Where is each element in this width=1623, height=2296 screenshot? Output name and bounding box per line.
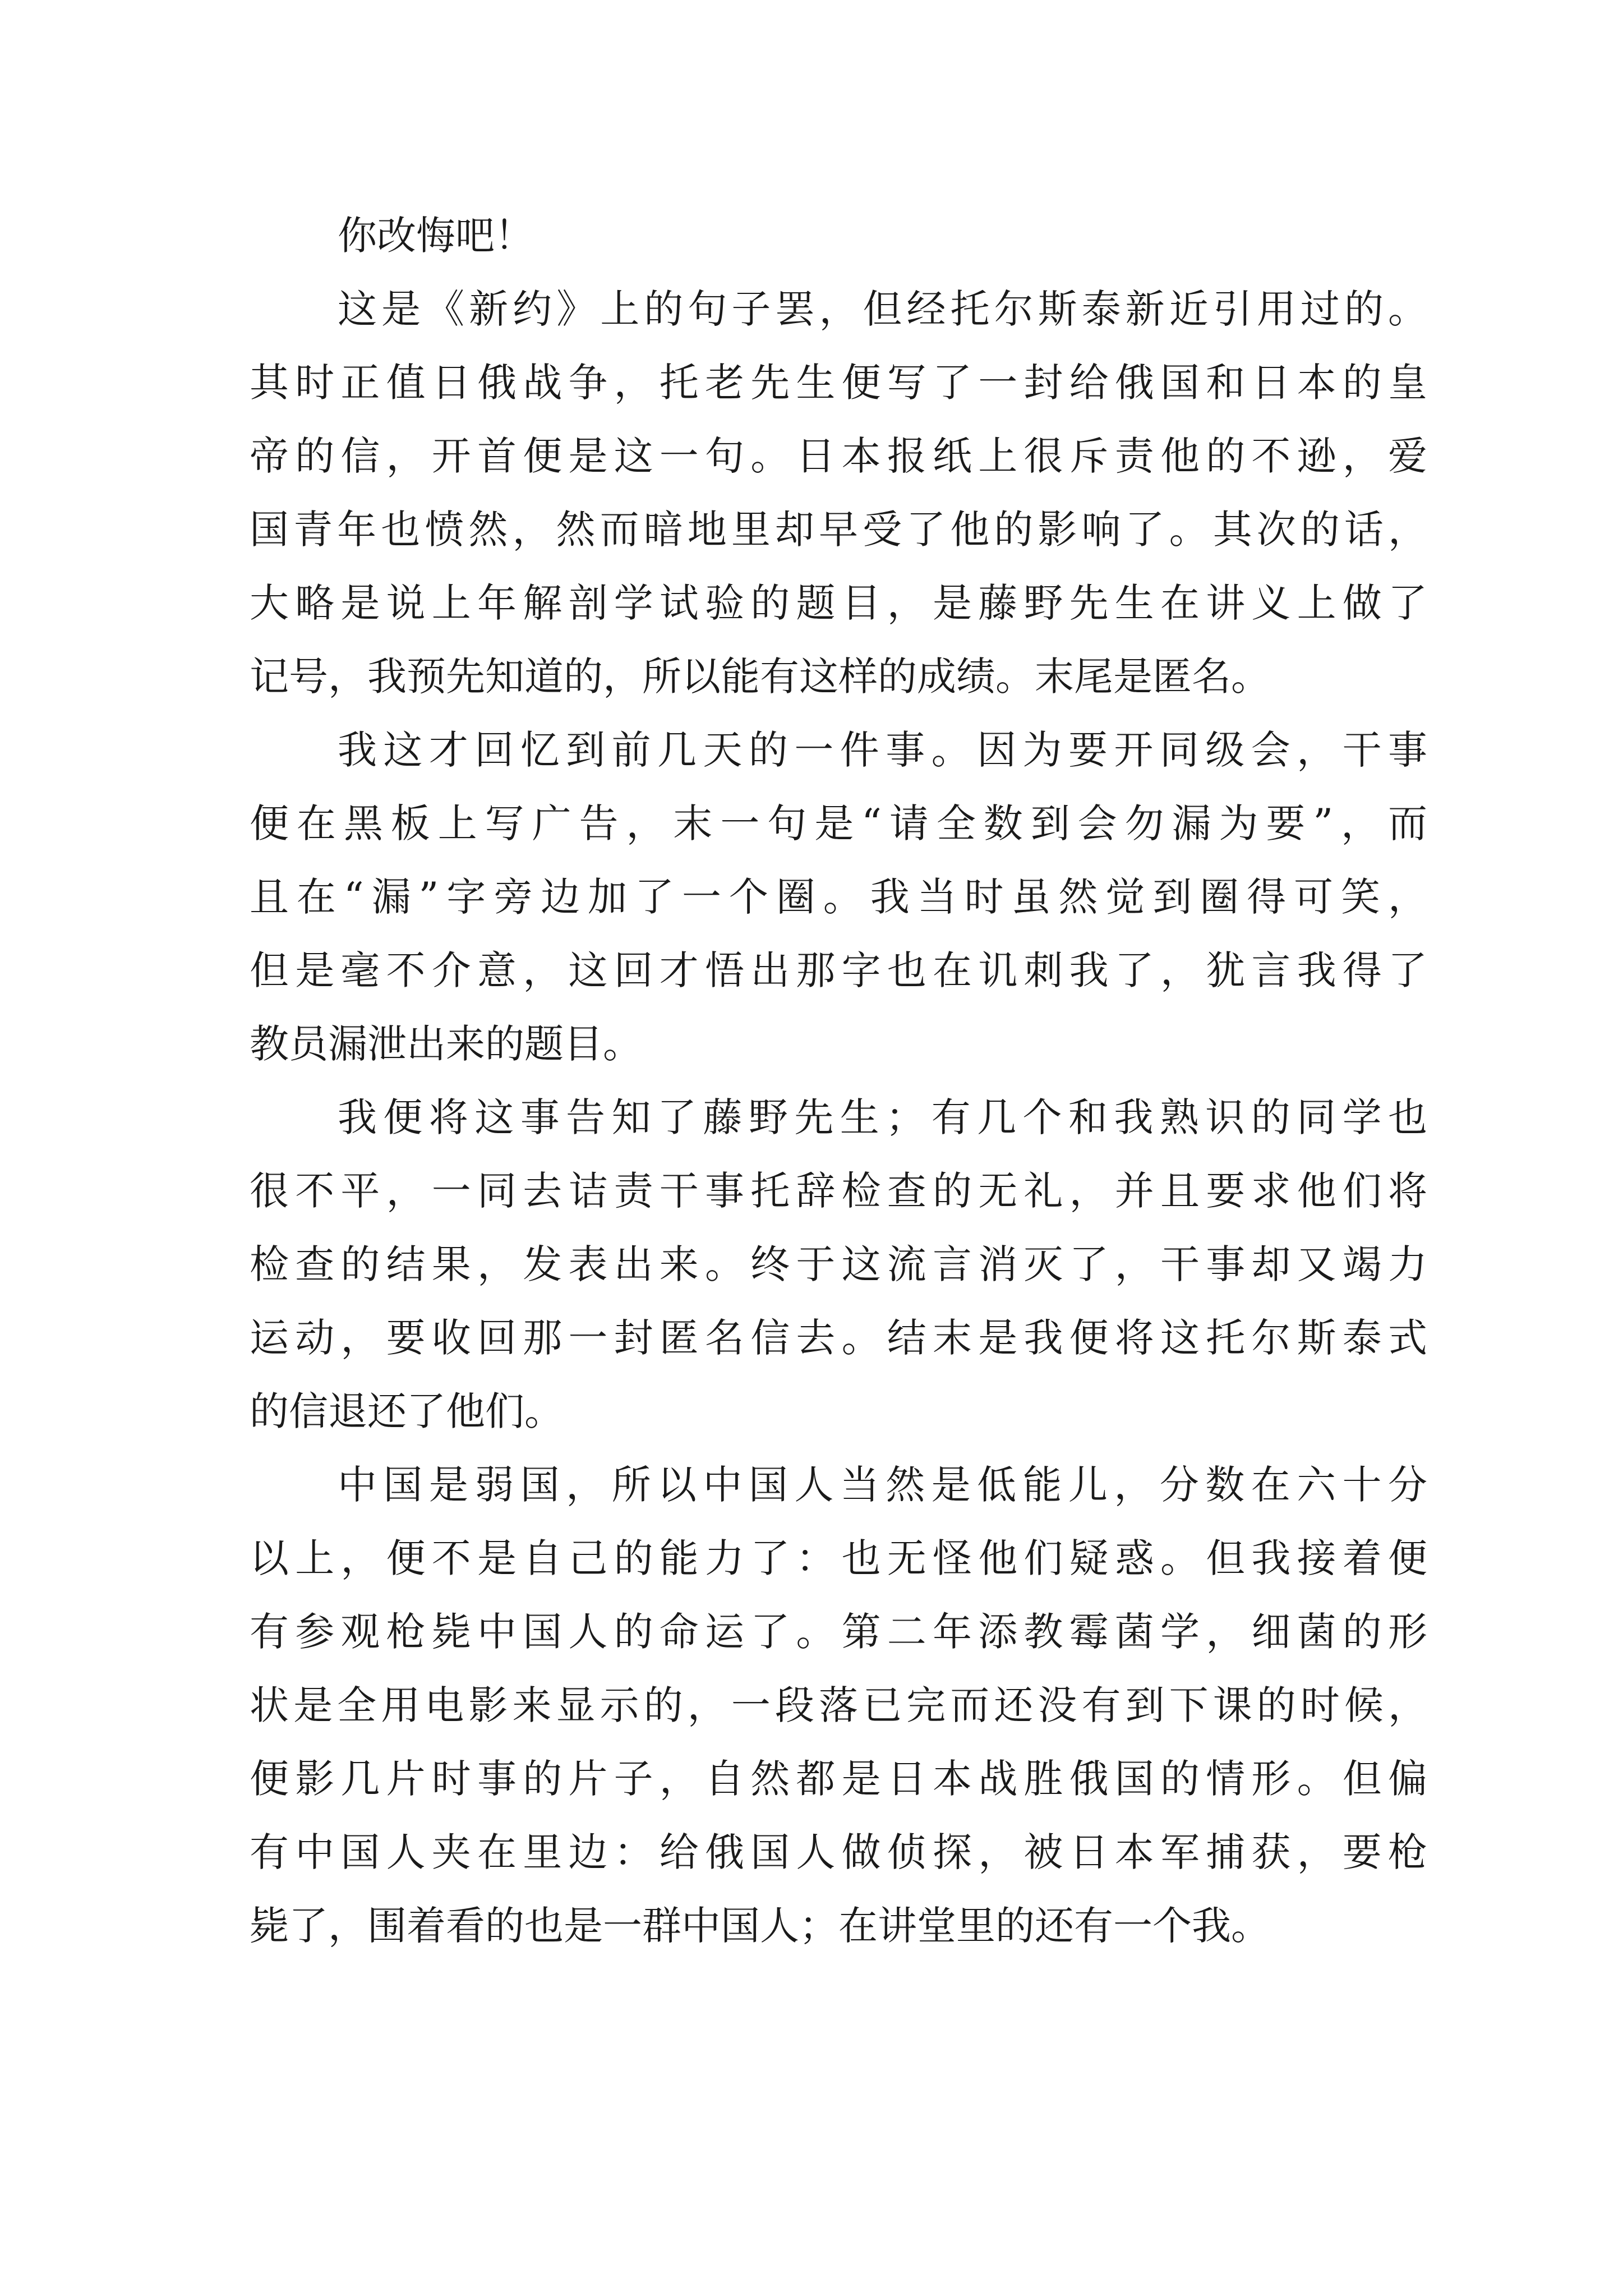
text-line: 其时正值日俄战争，托老先生便写了一封给俄国和日本的皇 bbox=[250, 360, 1427, 406]
text-line: 记号，我预先知道的，所以能有这样的成绩。末尾是匿名。 bbox=[250, 654, 1270, 700]
text-line: 毙了，围着看的也是一群中国人；在讲堂里的还有一个我。 bbox=[250, 1903, 1270, 1949]
text-line: 国青年也愤然，然而暗地里却早受了他的影响了。其次的话， bbox=[250, 507, 1427, 553]
text-line: 有参观枪毙中国人的命运了。第二年添教霉菌学，细菌的形 bbox=[250, 1609, 1427, 1655]
text-line: 很不平，一同去诘责干事托辞检查的无礼，并且要求他们将 bbox=[250, 1168, 1427, 1214]
text-line: 你改悔吧！ bbox=[338, 213, 534, 259]
text-line: 有中国人夹在里边：给俄国人做侦探，被日本军捕获，要枪 bbox=[250, 1829, 1427, 1875]
text-line: 大略是说上年解剖学试验的题目，是藤野先生在讲义上做了 bbox=[250, 580, 1427, 626]
text-line: 教员漏泄出来的题目。 bbox=[250, 1021, 642, 1067]
text-line: 这是《新约》上的句子罢，但经托尔斯泰新近引用过的。 bbox=[338, 286, 1427, 332]
text-line: 便在黑板上写广告，末一句是“请全数到会勿漏为要”，而 bbox=[250, 800, 1427, 846]
text-line: 运动，要收回那一封匿名信去。结末是我便将这托尔斯泰式 bbox=[250, 1315, 1427, 1361]
text-line: 帝的信，开首便是这一句。日本报纸上很斥责他的不逊，爱 bbox=[250, 433, 1427, 479]
text-line: 我这才回忆到前几天的一件事。因为要开同级会，干事 bbox=[338, 727, 1427, 773]
text-line: 且在“漏”字旁边加了一个圈。我当时虽然觉到圈得可笑， bbox=[250, 874, 1427, 920]
text-line: 的信退还了他们。 bbox=[250, 1388, 564, 1434]
text-line: 状是全用电影来显示的，一段落已完而还没有到下课的时候， bbox=[250, 1682, 1427, 1728]
text-line: 但是毫不介意，这回才悟出那字也在讥刺我了，犹言我得了 bbox=[250, 947, 1427, 993]
text-line: 检查的结果，发表出来。终于这流言消灭了，干事却又竭力 bbox=[250, 1241, 1427, 1287]
text-line: 我便将这事告知了藤野先生；有几个和我熟识的同学也 bbox=[338, 1094, 1427, 1140]
text-line: 中国是弱国，所以中国人当然是低能儿，分数在六十分 bbox=[338, 1462, 1427, 1508]
body-text bbox=[250, 199, 1427, 1963]
text-line: 以上，便不是自己的能力了：也无怪他们疑惑。但我接着便 bbox=[250, 1535, 1427, 1581]
text-line: 便影几片时事的片子，自然都是日本战胜俄国的情形。但偏 bbox=[250, 1756, 1427, 1802]
